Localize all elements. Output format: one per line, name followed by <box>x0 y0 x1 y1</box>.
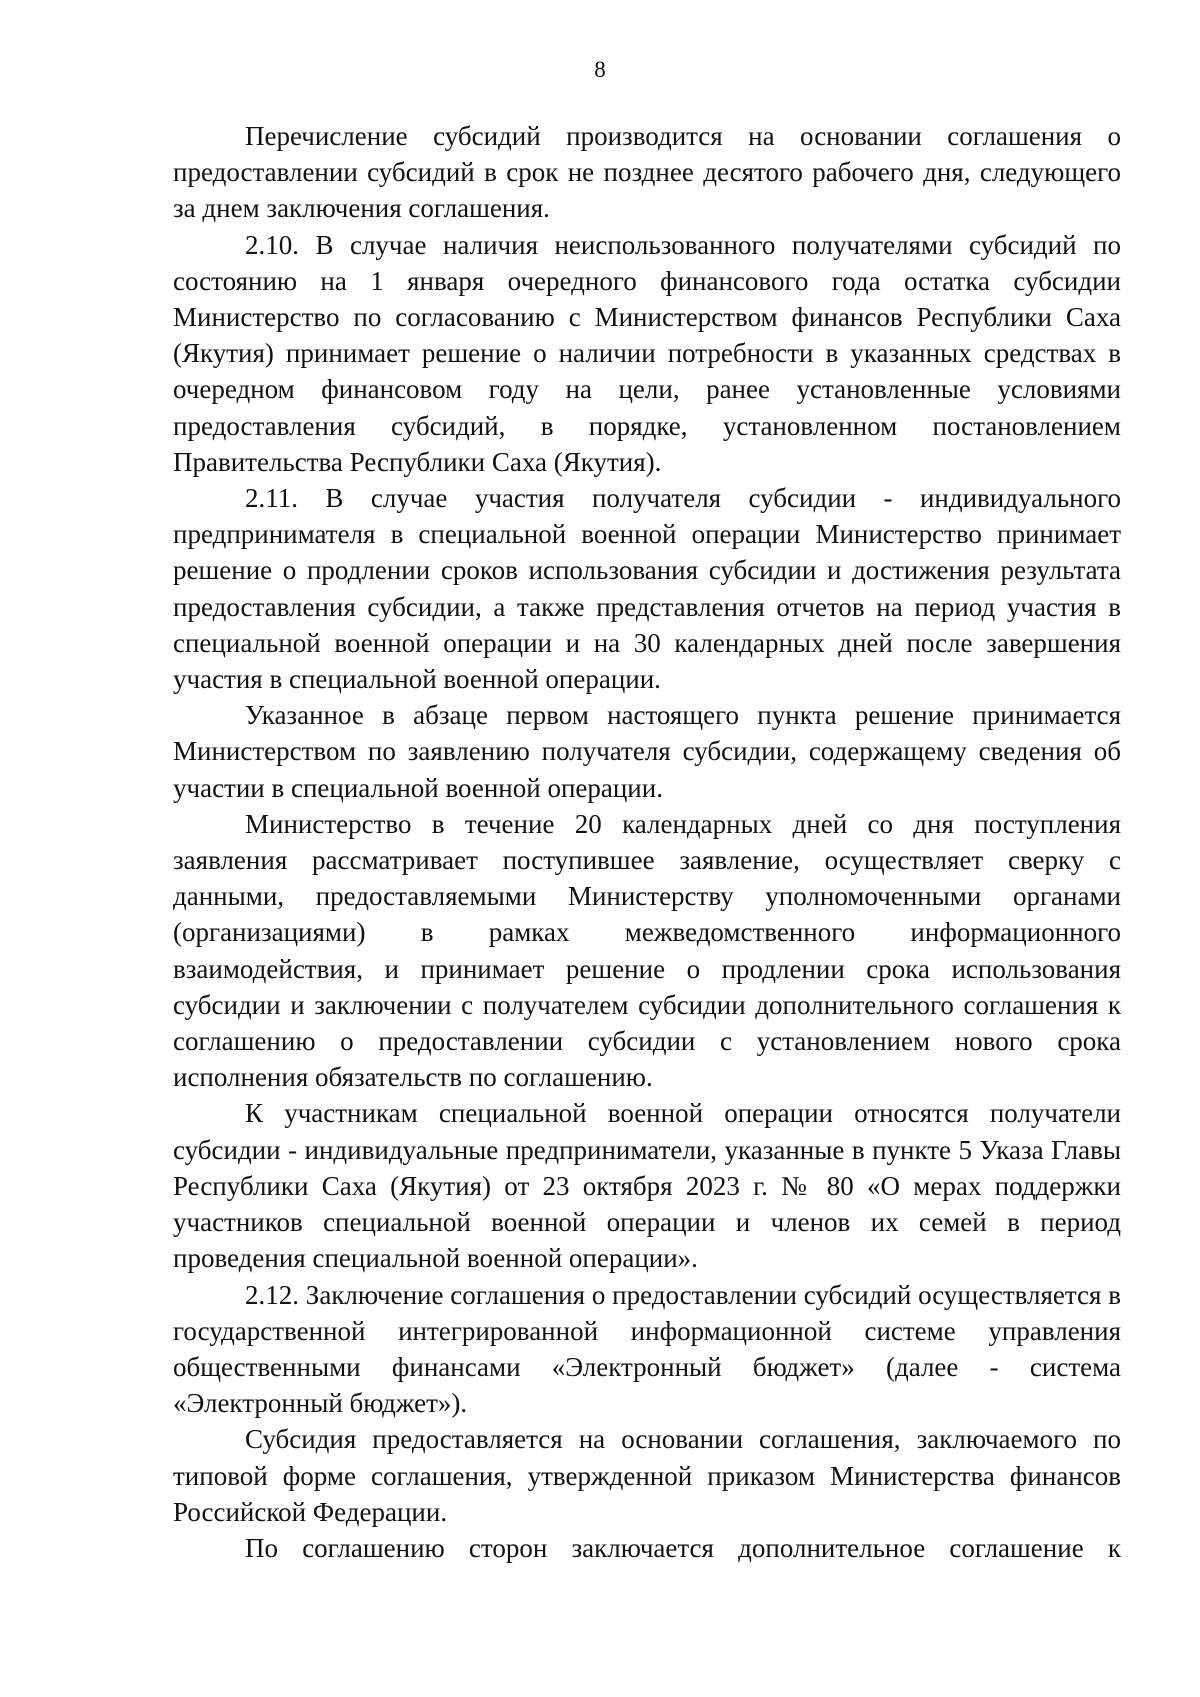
paragraph-2-11: 2.11. В случае участия получателя субсидии - индивидуального предпринимателя в специальной военной операции Министерство принимает решение о продлении сроков использования субсидии и достижения результата предоставления субсидии, а также представления отчетов на период участия в специальной военной операции и на 30 календарных дней после завершения участия в специальной военной операции. <box>173 483 1121 695</box>
paragraph-transfer-of-subsidies: Перечисление субсидий производится на основании соглашения о предоставлении субсидий в срок не позднее десятого рабочего дня, следующего за днем заключения соглашения. <box>173 121 1121 224</box>
paragraph-additional-agreement: По соглашению сторон заключается дополнительное соглашение к <box>245 1532 1121 1563</box>
paragraph-decision-on-application: Указанное в абзаце первом настоящего пункта решение принимается Министерством по заявлению получателя субсидии, содержащему сведения об участии в специальной военной операции. <box>173 700 1121 803</box>
document-body <box>173 118 1121 1566</box>
paragraph-2-10: 2.10. В случае наличия неиспользованного получателями субсидий по состоянию на 1 января очередного финансового года остатка субсидии Министерство по согласованию с Министерством финансов Республики Саха (Якутия) принимает решение о наличии потребности в указанных средствах в очередном финансовом году на цели, ранее установленные условиями предоставления субсидий, в порядке, установленном постановлением Правительства Республики Саха (Якутия). <box>173 229 1121 477</box>
paragraph-standard-agreement-form: Субсидия предоставляется на основании соглашения, заключаемого по типовой форме соглашения, утвержденной приказом Министерства финансов Российской Федерации. <box>173 1424 1121 1527</box>
paragraph-special-operation-participants: К участникам специальной военной операции относятся получатели субсидии - индивидуальные предприниматели, указанные в пункте 5 Указа Главы Республики Саха (Якутия) от 23 октября 2023 г. № 80 «О мерах поддержки участников специальной военной операции и членов их семей в период проведения специальной военной операции». <box>173 1098 1121 1274</box>
paragraph-2-12: 2.12. Заключение соглашения о предоставлении субсидий осуществляется в государственной интегрированной информационной системе управления общественными финансами «Электронный бюджет» (далее - система «Электронный бюджет»). <box>173 1279 1121 1419</box>
paragraph-ministry-review: Министерство в течение 20 календарных дней со дня поступления заявления рассматривает поступившее заявление, осуществляет сверку с данными, предоставляемыми Министерству уполномоченными органами (организациями) в рамках межведомственного информационного взаимодействия, и принимает решение о продлении срока использования субсидии и заключении с получателем субсидии дополнительного соглашения к соглашению о предоставлении субсидии с установлением нового срока исполнения обязательств по соглашению. <box>173 808 1121 1093</box>
page-number: 8 <box>594 57 606 82</box>
